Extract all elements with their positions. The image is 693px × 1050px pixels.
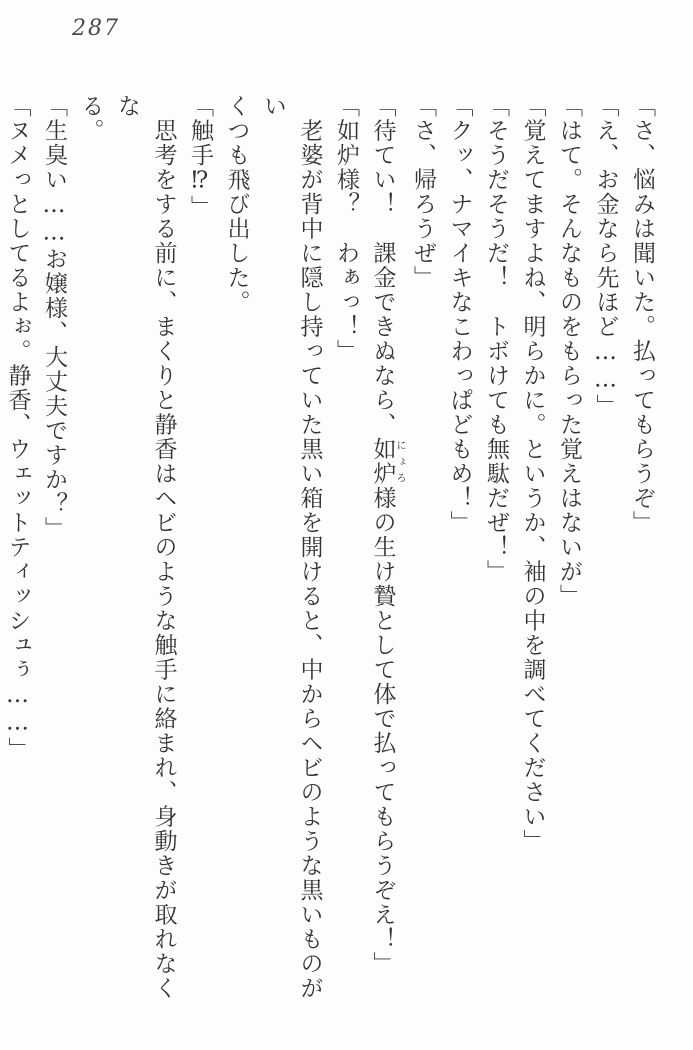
ruby-furigana: にょろ <box>394 437 405 486</box>
text-line: る。 <box>77 94 104 143</box>
text-line: 「さ、悩みは聞いた。払ってもらうぞ」 <box>629 94 655 535</box>
text-line: 「覚えてますよね、明らかに。というか、袖の中を調べてください」 <box>519 94 546 854</box>
page-number: 287 <box>72 16 120 41</box>
text-line: 「そうだそうだ！ トボけても無駄だぜ！」 <box>483 94 509 584</box>
vertical-text-block <box>0 94 660 1002</box>
text-line: 老婆が背中に隠し持っていた黒い箱を開けると、中からヘビのような黒いものがい <box>260 94 323 1001</box>
text-line: 「如炉様？ わぁっ！」 <box>333 94 359 364</box>
text-segment: 様の生け贄として体で払ってもらうぞえ！」 <box>369 486 396 976</box>
text-line: 「生臭い……お嬢様、大丈夫ですか？」 <box>41 94 67 541</box>
text-line: 「触手⁉」 <box>187 94 213 220</box>
text-segment: 「待てい！ 課金できぬなら、 <box>369 94 396 437</box>
text-line: 「さ、帰ろうぜ」 <box>410 94 436 290</box>
text-line: 「ヌメっとしてるよぉ。静香、ウェットティッシュぅ……」 <box>4 94 31 762</box>
ruby-annotation <box>369 437 405 486</box>
text-line-with-ruby <box>364 94 405 1002</box>
text-line: くつも飛び出した。 <box>223 94 250 315</box>
text-line: 「え、お金なら先ほど……」 <box>592 94 619 419</box>
text-line: 「クッ、ナマイキなこわっぱどもめ！」 <box>446 94 473 535</box>
ruby-base: 如炉 <box>369 437 396 486</box>
text-line: 思考をする前に、まくりと静香はヘビのような触手に絡まれ、身動きが取れなくな <box>114 94 177 1001</box>
text-line: 「はて。そんなものをもらった覚えはないが」 <box>556 94 582 609</box>
